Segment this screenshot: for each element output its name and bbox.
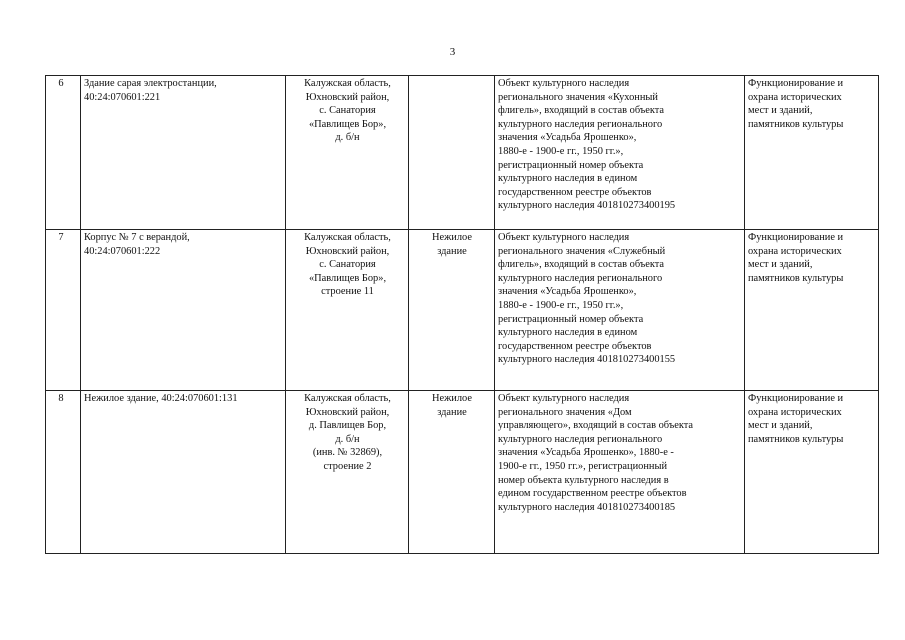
usage-line: памятников культуры — [748, 272, 844, 284]
page-number: 3 — [449, 46, 456, 58]
address-line: Калужская область, — [304, 78, 391, 89]
object-type-cell — [409, 230, 495, 391]
heritage-object-line: флигель», входящий в состав объекта — [498, 259, 665, 271]
usage-line: памятников культуры — [748, 433, 844, 445]
usage-line: памятников культуры — [748, 118, 844, 130]
heritage-object-line: 1900-е гг., 1950 гг.», регистрационный — [498, 460, 668, 472]
usage-line: охрана исторических — [748, 91, 842, 103]
heritage-object-line: регистрационный номер объекта — [498, 159, 644, 171]
usage-line: охрана исторических — [748, 406, 842, 418]
object-name-cell — [81, 230, 286, 391]
heritage-object-line: значения «Усадьба Ярошенко», — [498, 286, 637, 298]
row-number-cell: 6 — [46, 76, 81, 230]
address-cell — [286, 76, 409, 230]
usage-line: Функционирование и — [748, 393, 844, 404]
heritage-object-line: культурного наследия в едином — [498, 327, 638, 339]
usage-line: Функционирование и — [748, 232, 844, 243]
heritage-object-line: Объект культурного наследия — [498, 78, 630, 89]
object-name-line: Здание сарая электростанции, — [84, 78, 217, 89]
row-number-cell: 8 — [46, 391, 81, 554]
address-line: с. Санатория — [319, 105, 376, 117]
table-row — [46, 391, 879, 554]
heritage-object-line: культурного наследия регионального — [498, 118, 663, 130]
object-type-line: Нежилое — [432, 232, 472, 243]
usage-cell — [745, 76, 879, 230]
address-line: строение 11 — [321, 286, 374, 298]
heritage-object-line: регионального значения «Служебный — [498, 245, 666, 257]
address-line: д. Павлищев Бор, — [308, 420, 387, 432]
heritage-object-line: культурного наследия 401810273400195 — [498, 200, 676, 212]
address-line: Юхновский район, — [305, 406, 390, 418]
address-line: с. Санатория — [319, 259, 376, 271]
heritage-object-line: значения «Усадьба Ярошенко», 1880-е - — [498, 447, 674, 459]
row-number-cell: 7 — [46, 230, 81, 391]
object-type-line: здание — [437, 406, 467, 418]
address-line: Калужская область, — [304, 393, 391, 404]
heritage-object-cell — [495, 391, 745, 554]
table-body — [46, 76, 879, 554]
heritage-object-line: культурного наследия регионального — [498, 272, 663, 284]
object-name-line: Нежилое здание, 40:24:070601:131 — [84, 393, 238, 404]
address-line: «Павлищев Бор», — [308, 118, 387, 130]
heritage-object-line: регионального значения «Дом — [498, 406, 632, 418]
object-name-cell — [81, 76, 286, 230]
address-line: (инв. № 32869), — [312, 447, 383, 459]
object-name-line: 40:24:070601:221 — [84, 91, 161, 103]
table-row — [46, 230, 879, 391]
object-type-cell — [409, 76, 495, 230]
heritage-object-line: регистрационный номер объекта — [498, 313, 644, 325]
address-line: строение 2 — [323, 460, 372, 472]
heritage-object-cell — [495, 230, 745, 391]
address-cell — [286, 230, 409, 391]
heritage-object-line: флигель», входящий в состав объекта — [498, 105, 665, 117]
object-type-cell — [409, 391, 495, 554]
heritage-object-line: 1880-е - 1900-е гг., 1950 гг.», — [498, 145, 624, 157]
usage-line: мест и зданий, — [748, 259, 813, 271]
heritage-object-line: регионального значения «Кухонный — [498, 91, 658, 103]
usage-line: охрана исторических — [748, 245, 842, 257]
address-line: д. б/н — [335, 132, 360, 144]
heritage-object-line: значения «Усадьба Ярошенко», — [498, 132, 637, 144]
heritage-object-line: культурного наследия 401810273400155 — [498, 354, 676, 366]
address-line: Юхновский район, — [305, 245, 390, 257]
address-line: «Павлищев Бор», — [308, 272, 387, 284]
heritage-object-line: государственном реестре объектов — [498, 340, 652, 352]
objects-table — [45, 75, 879, 554]
heritage-object-line: 1880-е - 1900-е гг., 1950 гг.», — [498, 299, 624, 311]
object-name-cell — [81, 391, 286, 554]
object-type-line: здание — [437, 245, 467, 257]
heritage-object-line: культурного наследия 401810273400185 — [498, 501, 676, 513]
heritage-object-line: культурного наследия в едином — [498, 173, 638, 185]
address-line: Юхновский район, — [305, 91, 390, 103]
heritage-object-line: номер объекта культурного наследия в — [498, 474, 669, 486]
usage-cell — [745, 230, 879, 391]
heritage-object-line: Объект культурного наследия — [498, 232, 630, 243]
usage-line: Функционирование и — [748, 78, 844, 89]
heritage-object-line: культурного наследия регионального — [498, 433, 663, 445]
object-name-line: 40:24:070601:222 — [84, 245, 161, 257]
heritage-object-cell — [495, 76, 745, 230]
heritage-object-line: управляющего», входящий в состав объекта — [498, 420, 694, 432]
object-name-line: Корпус № 7 с верандой, — [84, 232, 190, 243]
usage-cell — [745, 391, 879, 554]
table-row — [46, 76, 879, 230]
heritage-object-line: едином государственном реестре объектов — [498, 488, 687, 500]
heritage-object-line: государственном реестре объектов — [498, 186, 652, 198]
address-line: Калужская область, — [304, 232, 391, 243]
usage-line: мест и зданий, — [748, 420, 813, 432]
heritage-object-line: Объект культурного наследия — [498, 393, 630, 404]
object-type-line: Нежилое — [432, 393, 472, 404]
usage-line: мест и зданий, — [748, 105, 813, 117]
address-line: д. б/н — [335, 433, 360, 445]
address-cell — [286, 391, 409, 554]
